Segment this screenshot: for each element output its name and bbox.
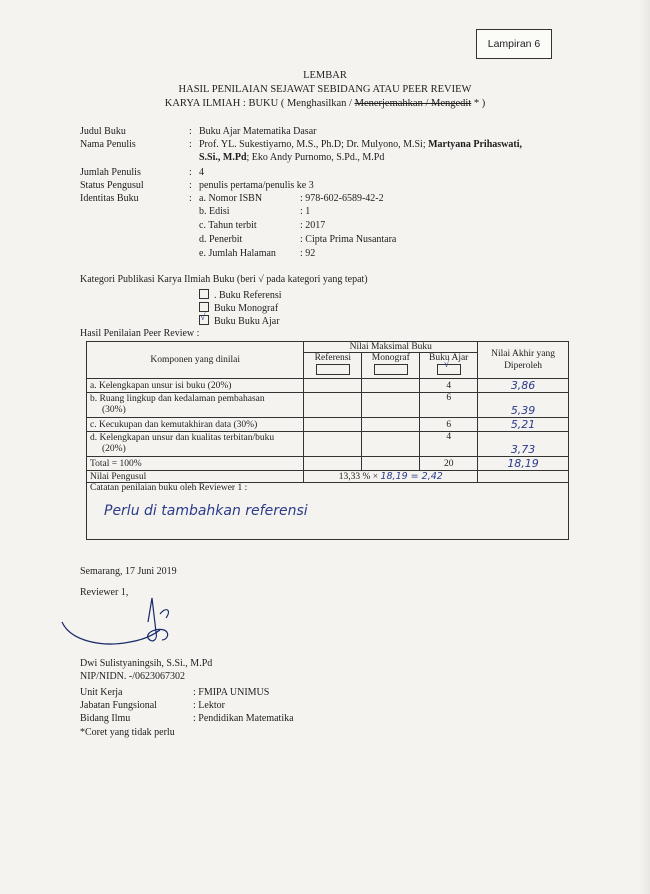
title-line-1: LEMBAR: [303, 70, 347, 81]
row-b-label: b. Ruang lingkup dan kedalaman pembahasan (30%): [87, 393, 304, 418]
coret-note: *Coret yang tidak perlu: [80, 727, 175, 738]
row-a-label: a. Kelengkapan unsur isi buku (20%): [87, 379, 304, 393]
title-line-3: [0, 98, 650, 109]
kategori-label: Kategori Publikasi Karya Ilmiah Buku (beri √ pada kategori yang tepat): [80, 274, 368, 285]
row-d-max: 4: [420, 432, 478, 457]
hasil-label: Hasil Penilaian Peer Review :: [80, 328, 200, 339]
colon: :: [189, 126, 192, 137]
row-d-label: d. Kelengkapan unsur dan kualitas terbitan/buku (20%): [87, 432, 304, 457]
kategori-opt-buku-ajar[interactable]: √Buku Buku Ajar: [199, 315, 280, 327]
colon: :: [189, 167, 192, 178]
total-value: 18,19: [478, 457, 569, 471]
row-a-value: 3,86: [478, 379, 569, 393]
ident-key-e: e. Jumlah Halaman: [199, 248, 276, 259]
jabatan-label: Jabatan Fungsional: [80, 700, 157, 711]
total-max: 20: [420, 457, 478, 471]
row-d-value: 3,73: [478, 432, 569, 457]
row-b-max: 6: [420, 393, 478, 418]
header-nilai-maks: Nilai Maksimal Buku: [304, 342, 478, 353]
bidang-value: : Pendidikan Matematika: [193, 713, 294, 724]
checkbox-icon: [199, 302, 209, 312]
judul-value: Buku Ajar Matematika Dasar: [199, 126, 317, 137]
ident-val-d: : Cipta Prima Nusantara: [300, 234, 397, 245]
lampiran-box: Lampiran 6: [476, 29, 552, 59]
catatan-cell: [87, 483, 569, 540]
table-row: [87, 418, 569, 432]
penulis-label: Nama Penulis: [80, 139, 136, 150]
total-label: Total = 100%: [87, 457, 304, 471]
table-row: [87, 432, 569, 457]
reviewer-name: Dwi Sulistyaningsih, S.Si., M.Pd: [80, 658, 213, 669]
pengusul-formula: 13,33 % × 18,19 = 2,42: [304, 471, 478, 483]
colon: :: [189, 193, 192, 204]
row-c-label: c. Kecukupan dan kemutakhiran data (30%): [87, 418, 304, 432]
unit-value: : FMIPA UNIMUS: [193, 687, 270, 698]
header-monograf: Monograf: [362, 353, 420, 379]
ident-key-c: c. Tahun terbit: [199, 220, 257, 231]
penulis-value-1: Prof. YL. Sukestiyarno, M.S., Ph.D; Dr. Mulyono, M.Si;: [199, 139, 426, 150]
header-komponen: Komponen yang dinilai: [87, 342, 304, 379]
signature-icon: [60, 592, 180, 658]
ident-val-b: : 1: [300, 206, 311, 217]
kategori-opt-referensi[interactable]: . Buku Referensi: [199, 289, 282, 301]
penulis-value-2b: S.Si., M.Pd: [199, 152, 247, 163]
catatan-handwriting: Perlu di tambahkan referensi: [104, 503, 308, 519]
header-buku-ajar: Buku Ajar √: [420, 353, 478, 379]
ident-key-d: d. Penerbit: [199, 234, 243, 245]
identitas-label: Identitas Buku: [80, 193, 139, 204]
penulis-value-line-1: [199, 139, 522, 150]
colon: :: [189, 180, 192, 191]
row-c-max: 6: [420, 418, 478, 432]
title-line-3-post: * ): [471, 98, 486, 109]
checkbox-checked-icon: [437, 364, 461, 375]
colon: :: [189, 139, 192, 150]
title-line-3-pre: KARYA ILMIAH : BUKU ( Menghasilkan /: [164, 98, 355, 109]
table-row: [87, 379, 569, 393]
jumlah-value: 4: [199, 167, 204, 178]
unit-label: Unit Kerja: [80, 687, 123, 698]
status-value: penulis pertama/penulis ke 3: [199, 180, 314, 191]
ident-key-a: a. Nomor ISBN: [199, 193, 263, 204]
ident-val-c: : 2017: [300, 220, 326, 231]
kategori-opt-monograf[interactable]: Buku Monograf: [199, 302, 278, 314]
judul-label: Judul Buku: [80, 126, 126, 137]
ident-val-a: : 978-602-6589-42-2: [300, 193, 384, 204]
row-c-value: 5,21: [478, 418, 569, 432]
penulis-value-2: ; Eko Andy Purnomo, S.Pd., M.Pd: [246, 152, 385, 163]
ident-val-e: : 92: [300, 248, 316, 259]
table-total-row: [87, 457, 569, 471]
checkbox-icon: [374, 364, 408, 375]
jumlah-label: Jumlah Penulis: [80, 167, 141, 178]
title-line-2: HASIL PENILAIAN SEJAWAT SEBIDANG ATAU PEER REVIEW: [178, 84, 472, 95]
penulis-value-line-2: [199, 152, 384, 163]
catatan-label: Catatan penilaian buku oleh Reviewer 1 :: [90, 483, 248, 493]
checkbox-icon: [199, 289, 209, 299]
pengusul-label: Nilai Pengusul: [87, 471, 304, 483]
table-catatan-row: [87, 483, 569, 540]
penilaian-table: [86, 341, 569, 540]
reviewer-nip: NIP/NIDN. -/0623067302: [80, 671, 185, 682]
checkbox-icon: [316, 364, 350, 375]
row-b-value: 5,39: [478, 393, 569, 418]
reviewer-label: Reviewer 1,: [80, 587, 129, 598]
table-pengusul-row: [87, 471, 569, 483]
header-nilai-akhir: Nilai Akhir yang Diperoleh: [478, 342, 569, 379]
jabatan-value: : Lektor: [193, 700, 225, 711]
penulis-value-1b: Martyana Prihaswati,: [428, 139, 522, 150]
status-label: Status Pengusul: [80, 180, 144, 191]
bidang-label: Bidang Ilmu: [80, 713, 131, 724]
place-date: Semarang, 17 Juni 2019: [80, 566, 177, 577]
scan-edge: [638, 0, 650, 894]
ident-key-b: b. Edisi: [199, 206, 230, 217]
table-header-row: [87, 342, 569, 353]
header-referensi: Referensi: [304, 353, 362, 379]
title-line-3-strike: Menerjemahkan / Mengedit: [354, 98, 472, 109]
checkbox-checked-icon: [199, 315, 209, 325]
row-a-max: 4: [420, 379, 478, 393]
table-row: [87, 393, 569, 418]
